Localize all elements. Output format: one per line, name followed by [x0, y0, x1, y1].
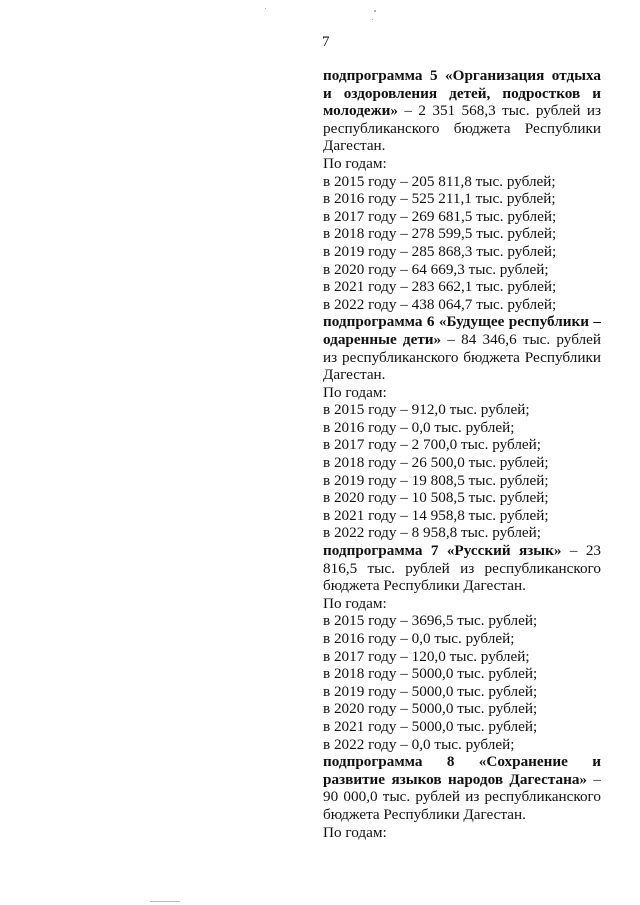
subprogram-summary: – 90 000,0 тыс. рублей из республиканского бюджета Республики Дагестан.: [323, 770, 602, 823]
year-line: в 2019 году – 19 808,5 тыс. рублей;: [323, 471, 549, 489]
year-line: в 2022 году – 8 958,8 тыс. рублей;: [323, 524, 541, 542]
subprogram-title: подпрограмма 5 «Организация отдыха и оздоровления детей, подростков и молодежи»: [323, 67, 601, 120]
year-line: в 2018 году – 26 500,0 тыс. рублей;: [323, 454, 549, 472]
subprogram-title: подпрограмма 7 «Русский язык»: [323, 542, 562, 560]
year-line: в 2016 году – 525 211,1 тыс. рублей;: [323, 190, 556, 208]
year-line: в 2020 году – 10 508,5 тыс. рублей;: [323, 489, 549, 507]
subprogram-block-6: [323, 313, 601, 542]
year-line: в 2017 году – 2 700,0 тыс. рублей;: [323, 436, 541, 454]
subprogram-summary: – 2 351 568,3 тыс. рублей из республиканского бюджета Республики Дагестан.: [323, 102, 601, 155]
year-line: в 2015 году – 3696,5 тыс. рублей;: [323, 612, 538, 630]
by-years-label: По годам:: [323, 154, 387, 172]
subprogram-block-7: [323, 542, 601, 753]
scan-edge-mark: [150, 901, 180, 902]
year-line: в 2018 году – 5000,0 тыс. рублей;: [323, 665, 538, 683]
year-line: в 2016 году – 0,0 тыс. рублей;: [323, 418, 515, 436]
year-line: в 2015 году – 912,0 тыс. рублей;: [323, 401, 530, 419]
scan-speck: [374, 10, 376, 12]
year-line: в 2021 году – 5000,0 тыс. рублей;: [323, 717, 538, 735]
year-line: в 2020 году – 5000,0 тыс. рублей;: [323, 700, 538, 718]
by-years-label: По годам:: [323, 383, 387, 401]
funding-content: [323, 67, 601, 841]
subprogram-heading: [323, 753, 601, 823]
subprogram-heading: [323, 542, 601, 595]
subprogram-title: подпрограмма 8 «Сохранение и развитие языков народов Дагестана»: [323, 753, 601, 788]
year-line: в 2016 году – 0,0 тыс. рублей;: [323, 630, 515, 647]
subprogram-block-8: [323, 753, 601, 841]
subprogram-heading: [323, 67, 601, 155]
year-line: в 2017 году – 269 681,5 тыс. рублей;: [323, 207, 557, 225]
year-line: в 2022 году – 0,0 тыс. рублей;: [323, 735, 515, 753]
subprogram-block-5: [323, 67, 601, 313]
year-line: в 2017 году – 120,0 тыс. рублей;: [323, 647, 530, 665]
year-line: в 2019 году – 285 868,3 тыс. рублей;: [323, 242, 557, 260]
by-years-label: По годам:: [323, 823, 387, 841]
year-line: в 2021 году – 283 662,1 тыс. рублей;: [323, 278, 557, 296]
year-line: в 2020 году – 64 669,3 тыс. рублей;: [323, 260, 549, 278]
year-line: в 2022 году – 438 064,7 тыс. рублей;: [323, 295, 557, 313]
scan-speck: [372, 19, 373, 20]
year-line: в 2021 году – 14 958,8 тыс. рублей;: [323, 506, 549, 524]
subprogram-summary: – 84 346,6 тыс. рублей из республиканского бюджета Республики Дагестан.: [323, 330, 601, 384]
page-number: 7: [322, 34, 330, 50]
scan-speck: [265, 8, 266, 9]
year-line: в 2018 году – 278 599,5 тыс. рублей;: [323, 225, 557, 243]
year-line: в 2019 году – 5000,0 тыс. рублей;: [323, 682, 538, 700]
subprogram-title: подпрограмма 6 «Будущее республики – одаренные дети»: [323, 313, 601, 348]
subprogram-heading: [323, 313, 601, 383]
subprogram-summary: – 23 816,5 тыс. рублей из республиканского бюджета Республики Дагестан.: [323, 542, 601, 595]
year-line: в 2015 году – 205 811,8 тыс. рублей;: [323, 172, 556, 190]
by-years-label: По годам:: [323, 594, 387, 612]
